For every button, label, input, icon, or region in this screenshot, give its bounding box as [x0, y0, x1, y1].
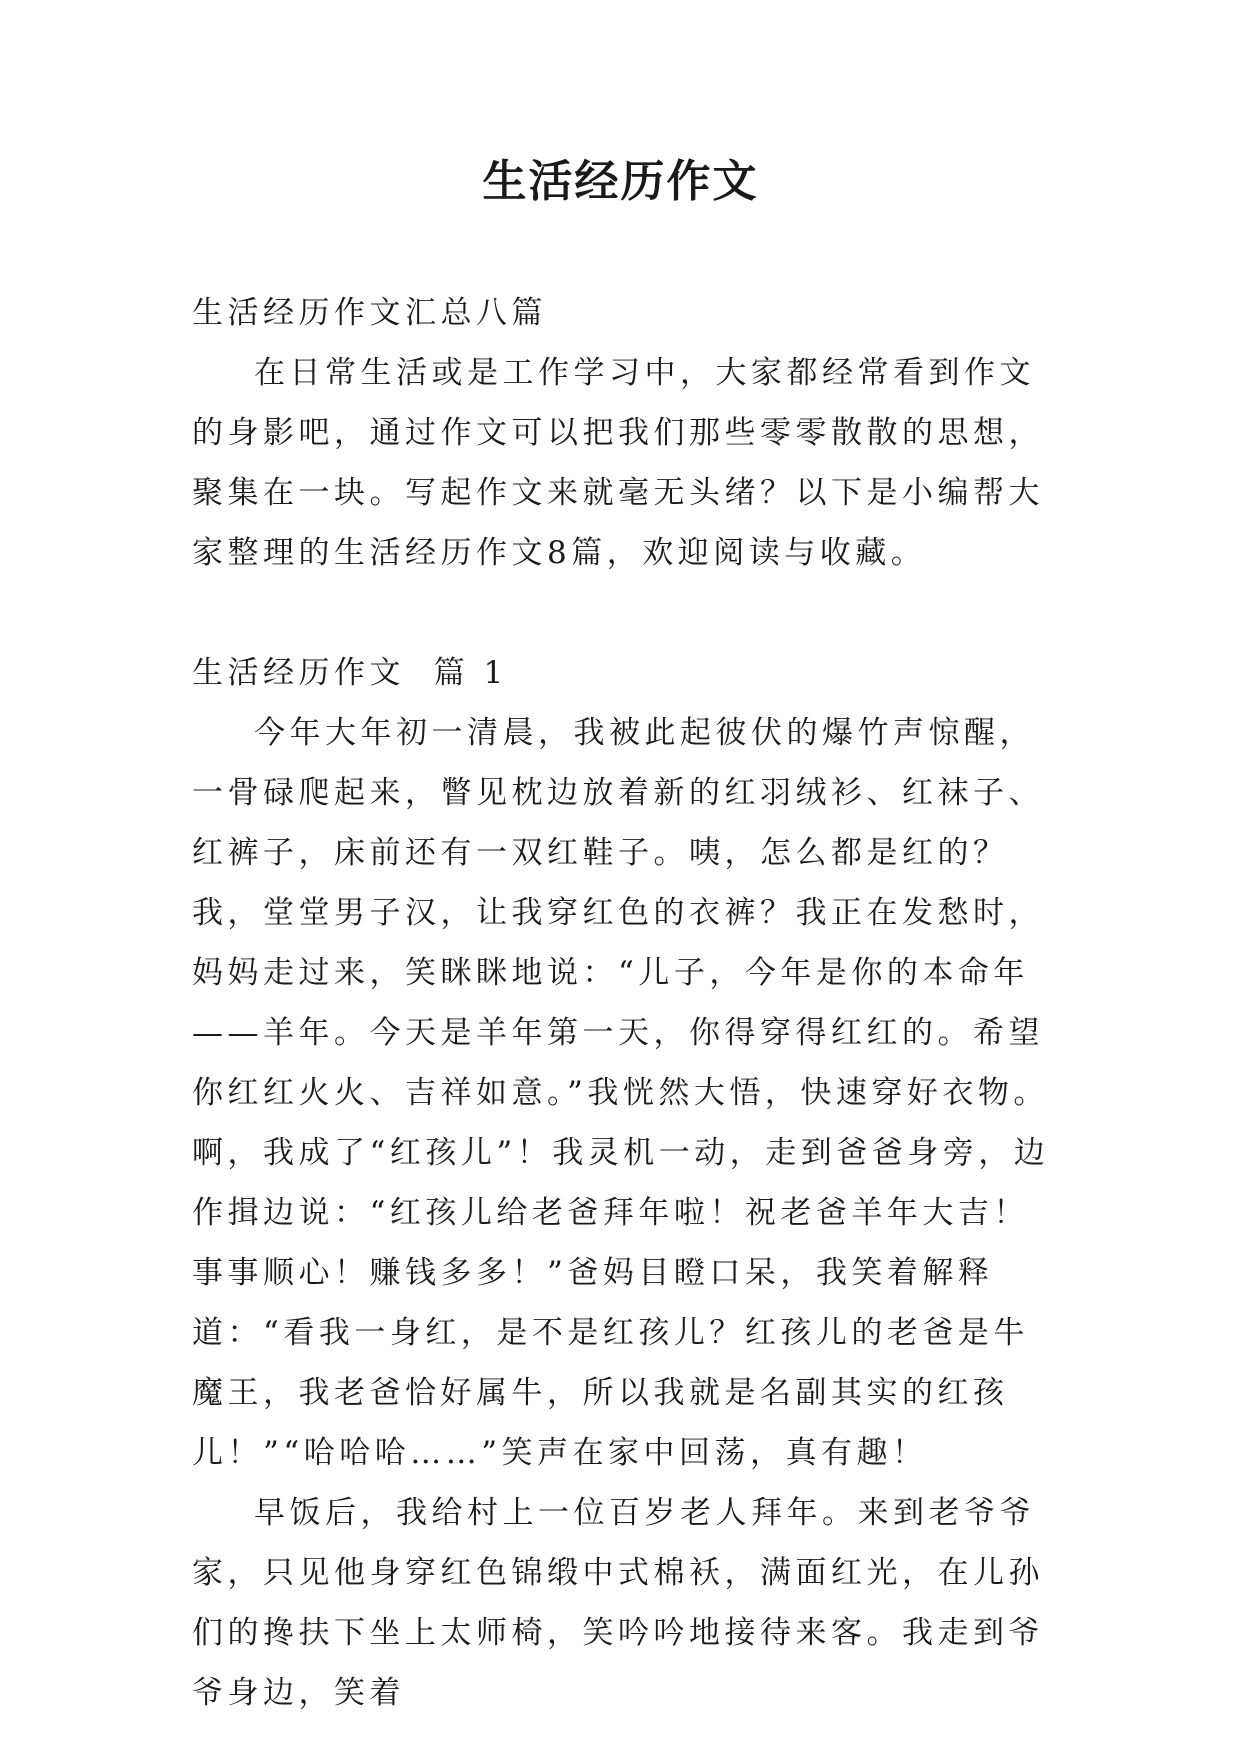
story-paragraph-2: 早饭后，我给村上一位百岁老人拜年。来到老爷爷家，只见他身穿红色锦缎中式棉袄，满面红光，在儿孙们的搀扶下坐上太师椅，笑吟吟地接待来客。我走到爷爷身边，笑着 — [192, 1495, 1044, 1711]
document-subtitle: 生活经历作文汇总八篇 — [192, 295, 547, 331]
section-spacer — [192, 583, 1054, 643]
document-title: 生活经历作文 — [482, 156, 759, 207]
section-heading: 生活经历作文 篇 1 — [192, 655, 508, 691]
story-paragraph-1: 今年大年初一清晨，我被此起彼伏的爆竹声惊醒，一骨碌爬起来，瞥见枕边放着新的红羽绒衫、红袜子、红裤子，床前还有一双红鞋子。咦，怎么都是红的？我，堂堂男子汉，让我穿红色的衣裤？我正在发愁时，妈妈走过来，笑眯眯地说：“儿子，今年是你的本命年——羊年。今天是羊年第一天，你得穿得红红的。希望你红红火火、吉祥如意。”我恍然大悟，快速穿好衣物。啊，我成了“红孩儿”！我灵机一动，走到爸爸身旁，边作揖边说：“红孩儿给老爸拜年啦！祝老爸羊年大吉！事事顺心！赚钱多多！”爸妈目瞪口呆，我笑着解释道：“看我一身红，是不是红孩儿？红孩儿的老爸是牛魔王，我老爸恰好属牛，所以我就是名副其实的红孩儿！”“哈哈哈……”笑声在家中回荡，真有趣！ — [192, 715, 1050, 1471]
intro-paragraph: 在日常生活或是工作学习中，大家都经常看到作文的身影吧，通过作文可以把我们那些零零散散的思想，聚集在一块。写起作文来就毫无头绪？以下是小编帮大家整理的生活经历作文8篇，欢迎阅读与收藏。 — [192, 355, 1044, 571]
document-body — [192, 283, 1054, 1723]
